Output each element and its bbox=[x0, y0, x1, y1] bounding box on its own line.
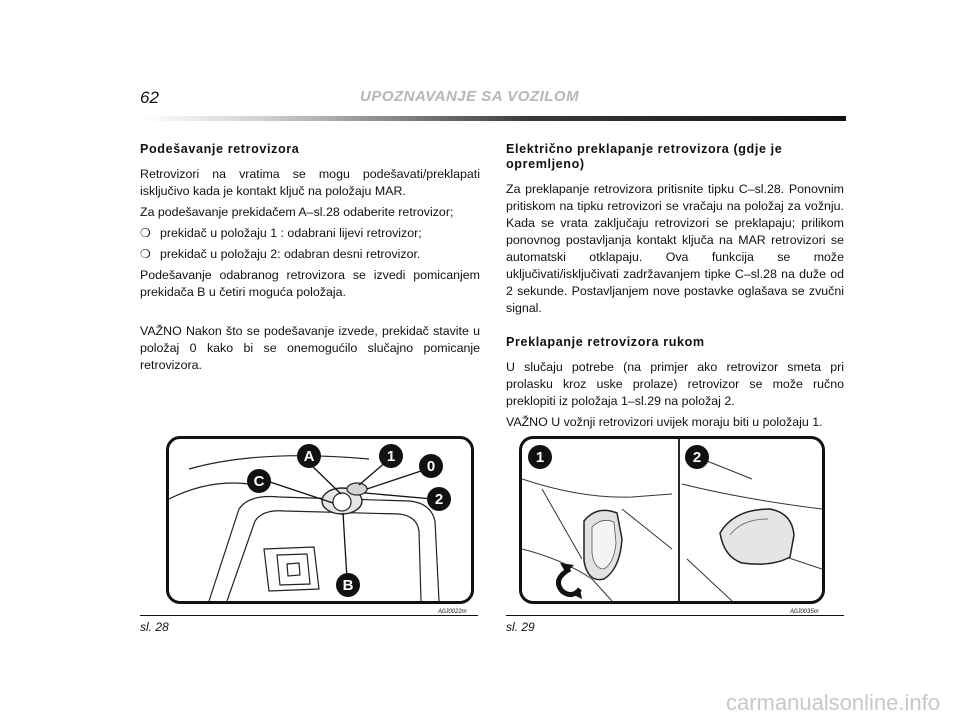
callout-b bbox=[336, 573, 360, 597]
figure-rule bbox=[506, 615, 844, 616]
svg-text:B: B bbox=[342, 577, 354, 594]
list-item bbox=[140, 225, 480, 242]
list-item-text: prekidač u položaju 2: odabran desni retrovizor. bbox=[160, 247, 421, 261]
svg-text:2: 2 bbox=[434, 491, 444, 508]
callout-position-1 bbox=[528, 445, 552, 469]
figure-caption: sl. 28 bbox=[140, 620, 169, 634]
svg-text:1: 1 bbox=[535, 449, 545, 466]
heading-mirror-adjustment: Podešavanje retrovizora bbox=[140, 142, 300, 156]
figure-code: A0J0035m bbox=[790, 609, 819, 615]
bullet-mark: ❍ bbox=[140, 247, 151, 261]
callout-0 bbox=[419, 454, 443, 478]
list-item-text: prekidač u položaju 1 : odabrani lijevi retrovizor; bbox=[160, 226, 422, 240]
callout-2 bbox=[427, 487, 451, 511]
switch-illustration bbox=[169, 439, 471, 601]
svg-text:2: 2 bbox=[692, 449, 702, 466]
mirror-illustration bbox=[522, 439, 822, 601]
svg-text:C: C bbox=[253, 473, 265, 490]
svg-text:1: 1 bbox=[386, 448, 396, 465]
paragraph-manual-folding: U slučaju potrebe (na primjer ako retrovizor smeta pri prolasku kroz uske prolaze) retrovizor se može ručno preklopiti iz položaja 1–sl.29 na položaj 2. bbox=[506, 360, 844, 408]
figure-mirror-folding bbox=[519, 436, 825, 604]
section-title: UPOZNAVANJE SA VOZILOM bbox=[360, 88, 580, 105]
callout-c bbox=[247, 469, 271, 493]
heading-manual-folding: Preklapanje retrovizora rukom bbox=[506, 335, 705, 349]
header-rule bbox=[140, 116, 846, 121]
figure-mirror-switch bbox=[166, 436, 474, 604]
callout-1 bbox=[379, 444, 403, 468]
bullet-mark: ❍ bbox=[140, 226, 151, 240]
right-column bbox=[506, 142, 844, 435]
left-column bbox=[140, 142, 480, 378]
figure-code: A0J0022m bbox=[438, 609, 467, 615]
paragraph-ignition: Retrovizori na vratima se mogu podešavati/preklapati isključivo kada je kontakt ključ na položaju MAR. bbox=[140, 167, 480, 198]
note-driving: VAŽNO U vožnji retrovizori uvijek moraju biti u položaju 1. bbox=[506, 415, 823, 429]
note-important: VAŽNO Nakon što se podešavanje izvede, prekidač stavite u položaj 0 kako bi se onemogućilo slučajno pomicanje retrovizora. bbox=[140, 324, 480, 372]
figure-caption: sl. 29 bbox=[506, 620, 535, 634]
callout-position-2 bbox=[685, 445, 709, 469]
paragraph-selector: Za podešavanje prekidačem A–sl.28 odaberite retrovizor; bbox=[140, 205, 454, 219]
figure-rule bbox=[140, 615, 478, 616]
list-item bbox=[140, 246, 480, 263]
paragraph-adjust: Podešavanje odabranog retrovizora se izvedi pomicanjem prekidača B u četiri moguća položaja. bbox=[140, 268, 480, 299]
heading-electric-folding: Električno preklapanje retrovizora (gdje je opremljeno) bbox=[506, 142, 783, 171]
svg-text:A: A bbox=[303, 448, 315, 465]
paragraph-electric-folding: Za preklapanje retrovizora pritisnite tipku C–sl.28. Ponovnim pritiskom na tipku retrovizori se vračaju na položaj za vožnju. Kada se vrata zaključaju retrovizori se preklapaju; prilikom ponovnog postavljanja kontakt ključa na MAR retrovizori se automatski otklapaju. Ova funkcija se može uključivati/isključivati zadržavanjem tipke C–sl.28 na duže od 2 sekunde. Postavljanjem nove postavke oglašava se zvučni signal. bbox=[506, 182, 844, 315]
callout-a bbox=[297, 444, 321, 468]
watermark: carmanualsonline.info bbox=[725, 690, 940, 715]
page-number: 62 bbox=[140, 88, 159, 107]
svg-text:0: 0 bbox=[426, 458, 436, 475]
